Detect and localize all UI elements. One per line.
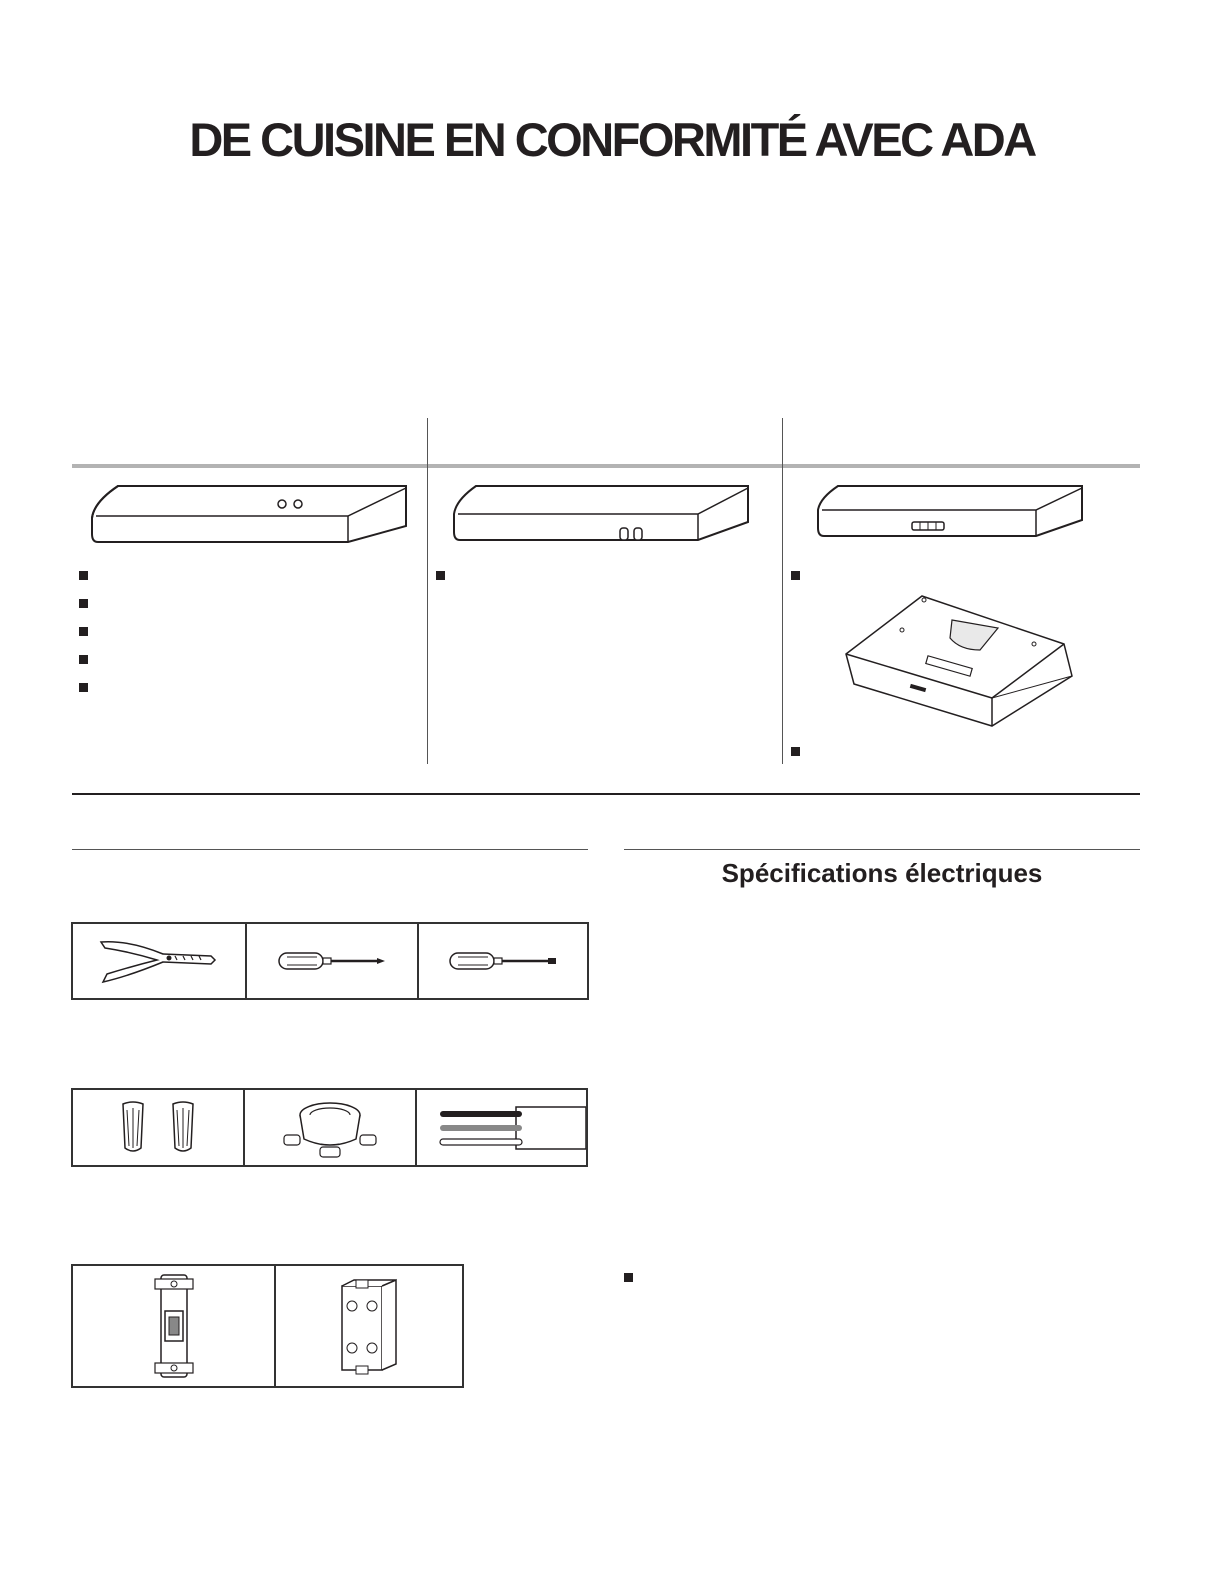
flat-screwdriver-icon	[419, 924, 587, 998]
range-hood-underside-icon	[840, 590, 1076, 730]
bullet	[79, 627, 88, 636]
tools-table-2	[71, 1088, 588, 1167]
junction-box-icon	[276, 1266, 462, 1386]
specs-title: Spécifications électriques	[721, 858, 1043, 888]
tools-table-3	[71, 1264, 464, 1388]
tools-rule	[72, 849, 588, 850]
bullet	[79, 571, 88, 580]
page-title: DE CUISINE EN CONFORMITÉ AVEC ADA	[189, 113, 1035, 166]
specs-rule	[624, 849, 1140, 850]
wire-connectors-icon	[73, 1090, 245, 1165]
bullet	[79, 655, 88, 664]
bullet	[79, 683, 88, 692]
cable-wire-icon	[417, 1090, 586, 1165]
models-header-rule	[72, 464, 1140, 468]
phillips-screwdriver-icon	[247, 924, 419, 998]
range-hood-push-buttons-icon	[814, 480, 1088, 542]
bullet	[79, 599, 88, 608]
bullet	[791, 747, 800, 756]
range-hood-knobs-icon	[450, 480, 754, 548]
models-divider-2	[782, 418, 783, 764]
wire-stripper-icon	[73, 924, 247, 998]
models-divider-1	[427, 418, 428, 764]
tools-table-1	[71, 922, 589, 1000]
bullet	[624, 1273, 633, 1282]
range-hood-two-buttons-icon	[88, 480, 412, 548]
cable-connector-icon	[245, 1090, 417, 1165]
bullet	[791, 571, 800, 580]
bullet	[436, 571, 445, 580]
section-rule	[72, 793, 1140, 795]
wall-switch-icon	[73, 1266, 276, 1386]
